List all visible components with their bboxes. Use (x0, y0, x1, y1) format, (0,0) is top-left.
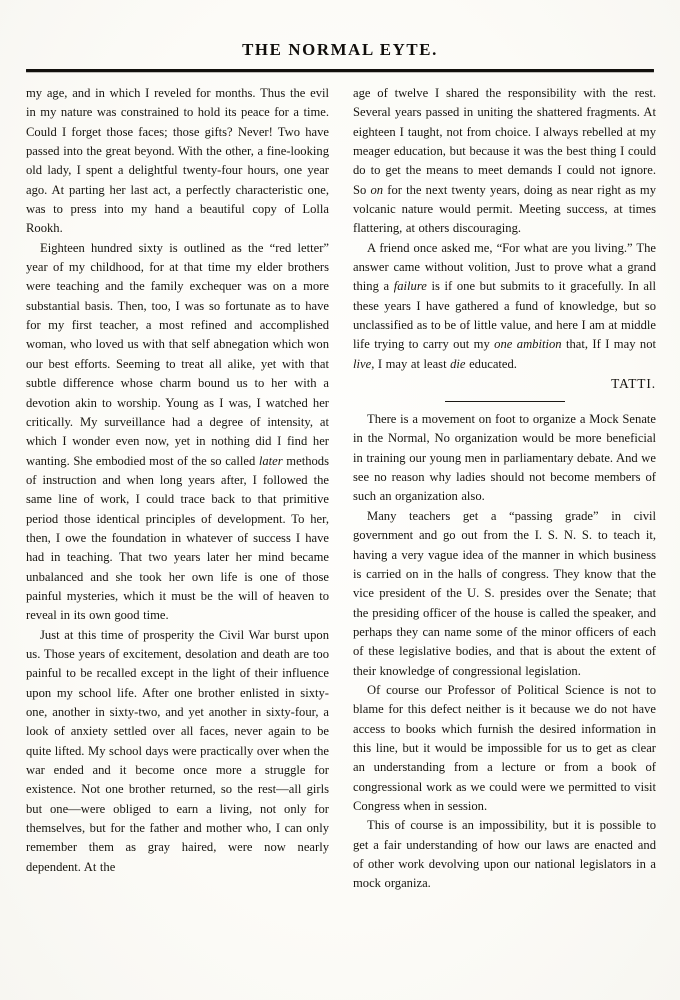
paragraph-impossibility: This of course is an impossibility, but it is possible to get a fair understanding of how our laws are enacted and of other work devolving upon our national legislators in a mock organiza. (353, 818, 656, 891)
masthead-divider-rule (26, 69, 654, 72)
italic-emphasis: one ambition (494, 337, 562, 352)
paragraph-text-run: Eighteen hundred sixty is outlined as the “red letter” year of my childhood, for at that time my elder brothers were teaching and the family exchequer was on a more substantial basis. Then, too, I was so fortunate as to have for my first teacher, a most refined and accomplished woman, who loved us with that self abnegation which won our best efforts. Seeming to treat all alike, yet with that subtle difference whose charm bound us to her with a devotion akin to worship. Young as I was, I watched her critically. My surveillance had a degree of intensity, at which I wonder even now, yet in nothing did I find her wanting. She embodied most of the so called (26, 240, 329, 468)
italic-emphasis: die (450, 356, 466, 371)
page-title: THE NORMAL EYTE. (242, 40, 438, 59)
paragraph-text-run: educated. (465, 356, 517, 371)
author-signature: TATTI. (611, 376, 656, 392)
article-divider-rule (445, 401, 565, 403)
paragraph-eighteen-sixty (26, 239, 329, 626)
paragraph-childhood-continued: my age, and in which I reveled for months. Thus the evil in my nature was constrained to hold its peace for a time. Could I forget those faces; those gifts? Never! Two have passed into the great beyond. With the other, a fine-looking old lady, I spent a delightful twenty-four hours, one year ago. At parting her last act, a perfectly characteristic one, was to press into my hand a beautiful copy of Lolla Rookh. (26, 86, 329, 236)
paragraph-text-run: that, If I may not (561, 337, 656, 352)
two-column-body (26, 84, 654, 894)
paragraph-text-run: age of twelve I shared the responsibility with the rest. Several years passed in uniting the shattered fragments. At eighteen I taught, not from choice. I always rebelled at my meager education, but because it was the best thing I could do to get the means to meet demands I could not ignore. So (353, 86, 656, 197)
paragraph-responsibility (353, 84, 656, 239)
paragraph-text-run: A friend once asked me, “For what are you living.” The answer came without volition, Just to prove what a grand thing a (353, 240, 656, 294)
paragraph-mock-senate: There is a movement on foot to organize a Mock Senate in the Normal, No organization would be more beneficial in training our young men in parliamentary debate. And we see no reason why ladies should not become members of such an organization also. (353, 412, 656, 504)
left-column (26, 84, 329, 877)
italic-emphasis: failure (393, 279, 427, 294)
paragraph-text-run: , I may at least (371, 356, 451, 371)
italic-emphasis: live (353, 356, 372, 371)
italic-emphasis-on: on (370, 182, 384, 197)
signature-row (353, 374, 656, 393)
paragraph-passing-grade: Many teachers get a “passing grade” in civil government and go out from the I. S. N. S. to teach it, having a very vague idea of the manner in which business is carried on in the halls of congress. They know that the vice president of the U. S. presides over the Senate; that the presiding officer of the house is called the speaker, and perhaps they can name some of the minor officers of each of these legislative bodies, and that is about the extent of their knowledge of congressional legislation. (353, 508, 656, 678)
paragraph-friend-asked (353, 239, 656, 374)
masthead (0, 0, 680, 60)
paragraph-text-run: for the next twenty years, doing as near right as my volcanic nature would permit. Meeting success, at times flattering, at others discouraging. (353, 182, 656, 236)
paragraph-text-run: methods of instruction and when long years after, I followed the same line of work, I could trace back to that primitive period those identical principles of development. To her, then, I owe the foundation in whatever of success I have had in teaching. That two years later her mind became unbalanced and she took her own life is one of those painful mysteries, which it must be the will of heaven to reveal in its own good time. (26, 453, 329, 623)
paragraph-text-run: is if one but submits to it gracefully. In all these years I have gathered a fund of knowledge, but so unclassified as to be of little value, and here I am at middle life trying to carry out my (353, 279, 656, 352)
paragraph-civil-war: Just at this time of prosperity the Civil War burst upon us. Those years of excitement, desolation and death are too painful to be recalled except in the light of their influence upon my school life. After one brother enlisted in sixty-one, another in sixty-two, and yet another in sixty-four, a look of anxiety settled over all faces, never again to be quite lifted. My school days were practically over when the war ended and it become once more a struggle for existence. Not one brother returned, so the rest—all girls but one—were obliged to earn a living, not only for themselves, but for the father and mother who, I can only remember them as gray haired, were now nearly dependent. At the (26, 627, 329, 874)
right-column (353, 84, 656, 894)
paragraph-professor-political-science: Of course our Professor of Political Science is not to blame for this defect neither is it because we do not have access to books which furnish the desired information in this line, but it would be impossible for us to get as clear an understanding from a lecture or from a book of congressional work as we could were we permitted to visit Congress when in session. (353, 682, 656, 813)
italic-emphasis-later: later (258, 453, 283, 468)
